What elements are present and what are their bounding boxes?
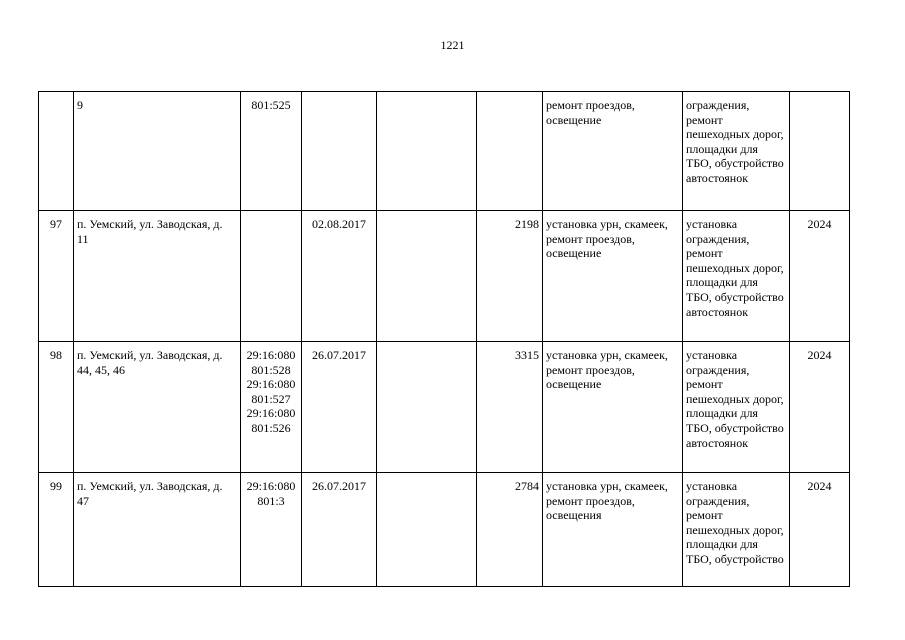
planned-works-cell: установка урн, скамеек, ремонт проездов, освещение: [543, 211, 683, 342]
date-cell: 26.07.2017: [302, 473, 377, 587]
empty-cell: [377, 211, 477, 342]
cadastral-number-cell: [241, 342, 302, 473]
improvement-measures-cell: установка ограждения, ремонт пешеходных дорог, площадки для ТБО, обустройство автостоянок: [683, 211, 790, 342]
area-cell: 2198: [477, 211, 543, 342]
address-cell: п. Уемский, ул. Заводская, д. 11: [74, 211, 241, 342]
date-cell: 26.07.2017: [302, 342, 377, 473]
page-number: 1221: [440, 38, 465, 52]
cadastral-line: 801:528: [251, 362, 291, 377]
year-cell: [790, 92, 850, 211]
address-cell: п. Уемский, ул. Заводская, д. 44, 45, 46: [74, 342, 241, 473]
cadastral-number-cell: [241, 473, 302, 587]
cadastral-line: 801:526: [251, 420, 291, 435]
year-cell: 2024: [790, 473, 850, 587]
data-table: [38, 91, 850, 587]
empty-cell: [377, 473, 477, 587]
row-number: [39, 92, 74, 211]
row-number: 98: [39, 342, 74, 473]
cadastral-line: 29:16:080: [246, 406, 296, 421]
year-cell: 2024: [790, 342, 850, 473]
area-cell: [477, 92, 543, 211]
cadastral-line: 29:16:080: [246, 348, 296, 362]
improvement-measures-cell: ограждения, ремонт пешеходных дорог, площадки для ТБО, обустройство автостоянок: [683, 92, 790, 211]
empty-cell: [377, 92, 477, 211]
table-row: [39, 473, 850, 587]
year-cell: 2024: [790, 211, 850, 342]
address-cell: 9: [74, 92, 241, 211]
table-body: [39, 92, 850, 587]
cadastral-number-cell: [241, 211, 302, 342]
empty-cell: [377, 342, 477, 473]
area-cell: 2784: [477, 473, 543, 587]
table-row: [39, 92, 850, 211]
cadastral-line: 29:16:080: [246, 377, 296, 392]
table-row: [39, 211, 850, 342]
cadastral-number-cell: [241, 92, 302, 211]
row-number: 97: [39, 211, 74, 342]
improvement-measures-cell: установка ограждения, ремонт пешеходных дорог, площадки для ТБО, обустройство автостоянок: [683, 342, 790, 473]
date-cell: [302, 92, 377, 211]
cadastral-line: 801:3: [257, 493, 285, 508]
date-cell: 02.08.2017: [302, 211, 377, 342]
planned-works-cell: установка урн, скамеек, ремонт проездов, освещения: [543, 473, 683, 587]
cadastral-line: 29:16:080: [246, 479, 296, 493]
cadastral-line: 801:527: [251, 391, 291, 406]
area-cell: 3315: [477, 342, 543, 473]
address-cell: п. Уемский, ул. Заводская, д. 47: [74, 473, 241, 587]
table-row: [39, 342, 850, 473]
planned-works-cell: установка урн, скамеек, ремонт проездов, освещение: [543, 342, 683, 473]
improvement-measures-cell: установка ограждения, ремонт пешеходных дорог, площадки для ТБО, обустройство: [683, 473, 790, 587]
cadastral-line: 801:525: [251, 98, 291, 112]
row-number: 99: [39, 473, 74, 587]
planned-works-cell: ремонт проездов, освещение: [543, 92, 683, 211]
